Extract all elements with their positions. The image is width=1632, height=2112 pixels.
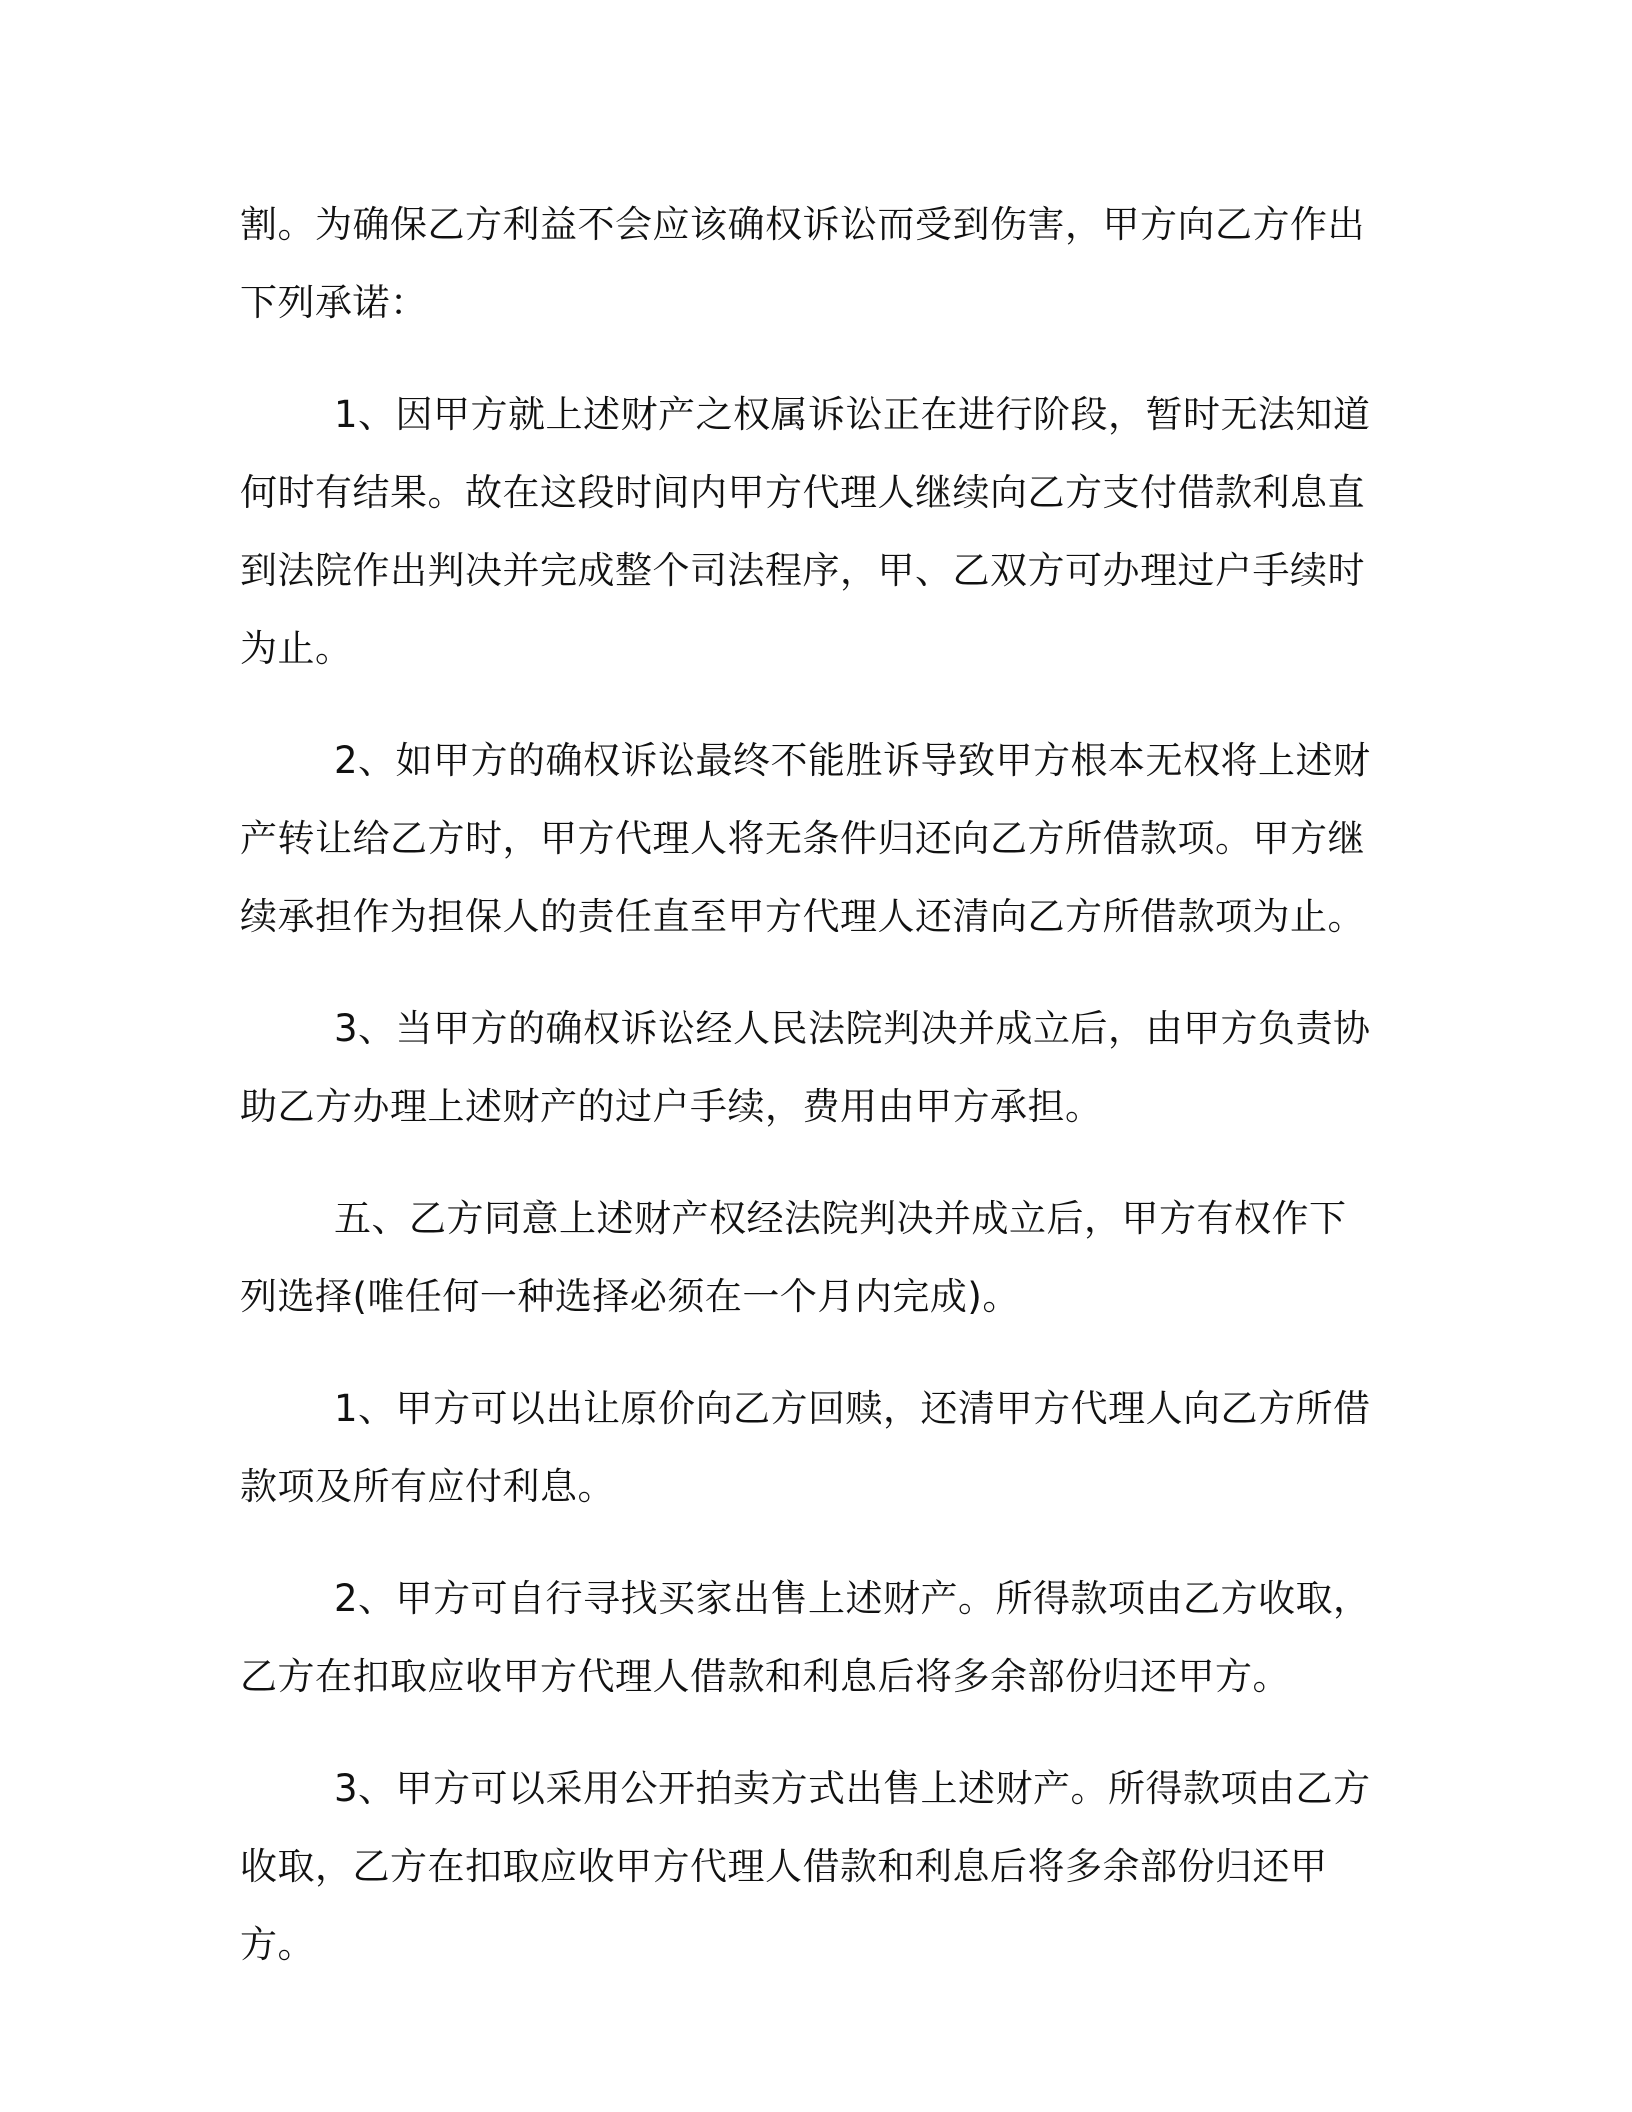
paragraph-option-2: 2、甲方可自行寻找买家出售上述财产。所得款项由乙方收取，乙方在扣取应收甲方代理人借款和利息后将多余部份归还甲方。	[240, 1577, 1371, 1698]
paragraph-option-3: 3、甲方可以采用公开拍卖方式出售上述财产。所得款项由乙方收取，乙方在扣取应收甲方代理人借款和利息后将多余部份归还甲方。	[240, 1767, 1371, 1966]
paragraph-item-2: 2、如甲方的确权诉讼最终不能胜诉导致甲方根本无权将上述财产转让给乙方时，甲方代理人将无条件归还向乙方所借款项。甲方继续承担作为担保人的责任直至甲方代理人还清向乙方所借款项为止。	[240, 739, 1371, 938]
document-body	[240, 186, 1380, 2018]
paragraph-section-five: 五、乙方同意上述财产权经法院判决并成立后，甲方有权作下列选择(唯任何一种选择必须在一个月内完成)。	[240, 1197, 1347, 1318]
paragraph-option-1: 1、甲方可以出让原价向乙方回赎，还清甲方代理人向乙方所借款项及所有应付利息。	[240, 1387, 1371, 1508]
paragraph-item-3: 3、当甲方的确权诉讼经人民法院判决并成立后，由甲方负责协助乙方办理上述财产的过户手续，费用由甲方承担。	[240, 1007, 1371, 1128]
paragraph-continuation: 割。为确保乙方利益不会应该确权诉讼而受到伤害，甲方向乙方作出下列承诺：	[240, 203, 1365, 324]
paragraph-item-1: 1、因甲方就上述财产之权属诉讼正在进行阶段，暂时无法知道何时有结果。故在这段时间内甲方代理人继续向乙方支付借款利息直到法院作出判决并完成整个司法程序，甲、乙双方可办理过户手续时为止。	[240, 393, 1371, 670]
